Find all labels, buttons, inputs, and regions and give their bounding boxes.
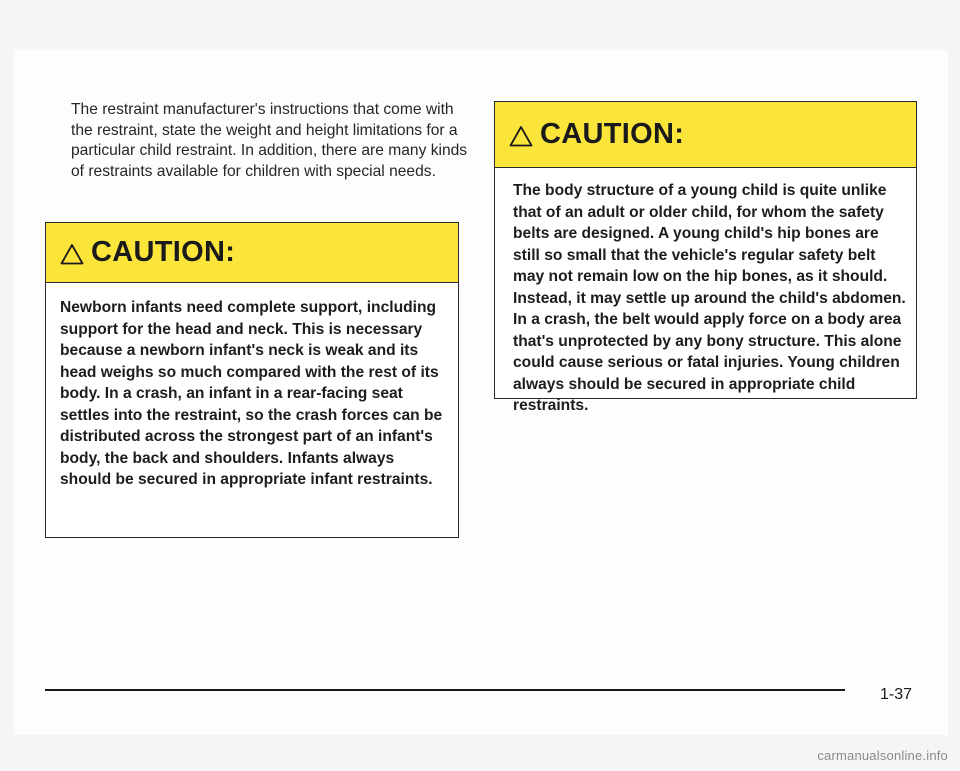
page-number: 1-37 [880, 686, 913, 703]
caution-header [46, 223, 458, 283]
caution-body: Newborn infants need complete support, including support for the head and neck. This is necessary because a newborn infant's neck is weak and its head weighs so much compared with the rest of its body. In a crash, an infant in a rear-facing seat settles into the restraint, so the crash forces can be distributed across the strongest part of an infant's body, the back and shoulders. Infants always should be secured in appropriate infant restraints. [60, 299, 443, 488]
footer-rule [45, 689, 845, 691]
warning-triangle-icon [60, 243, 84, 265]
caution-body: The body structure of a young child is quite unlike that of an adult or older child, for whom the safety belts are designed. A young child's hip bones are still so small that the vehicle's regular safety belt may not remain low on the hip bones, as it should. Instead, it may settle up around the child's abdomen. In a crash, the belt would apply force on a body area that's unprotected by any bony structure. This alone could cause serious or fatal injuries. Young children always should be secured in appropriate child restraints. [513, 182, 906, 414]
intro-paragraph: The restraint manufacturer's instructions that come with the restraint, state the weight and height limitations for a particular child restraint. In addition, there are many kinds of restraints available for children with special needs. [71, 101, 468, 180]
warning-triangle-icon [509, 125, 533, 147]
caution-box-infants [45, 222, 459, 538]
watermark-text[interactable]: carmanualsonline.info [817, 748, 948, 763]
caution-box-young-child [494, 101, 917, 414]
caution-title: CAUTION: [91, 236, 236, 268]
caution-header [495, 102, 916, 168]
caution-title: CAUTION: [540, 118, 685, 150]
